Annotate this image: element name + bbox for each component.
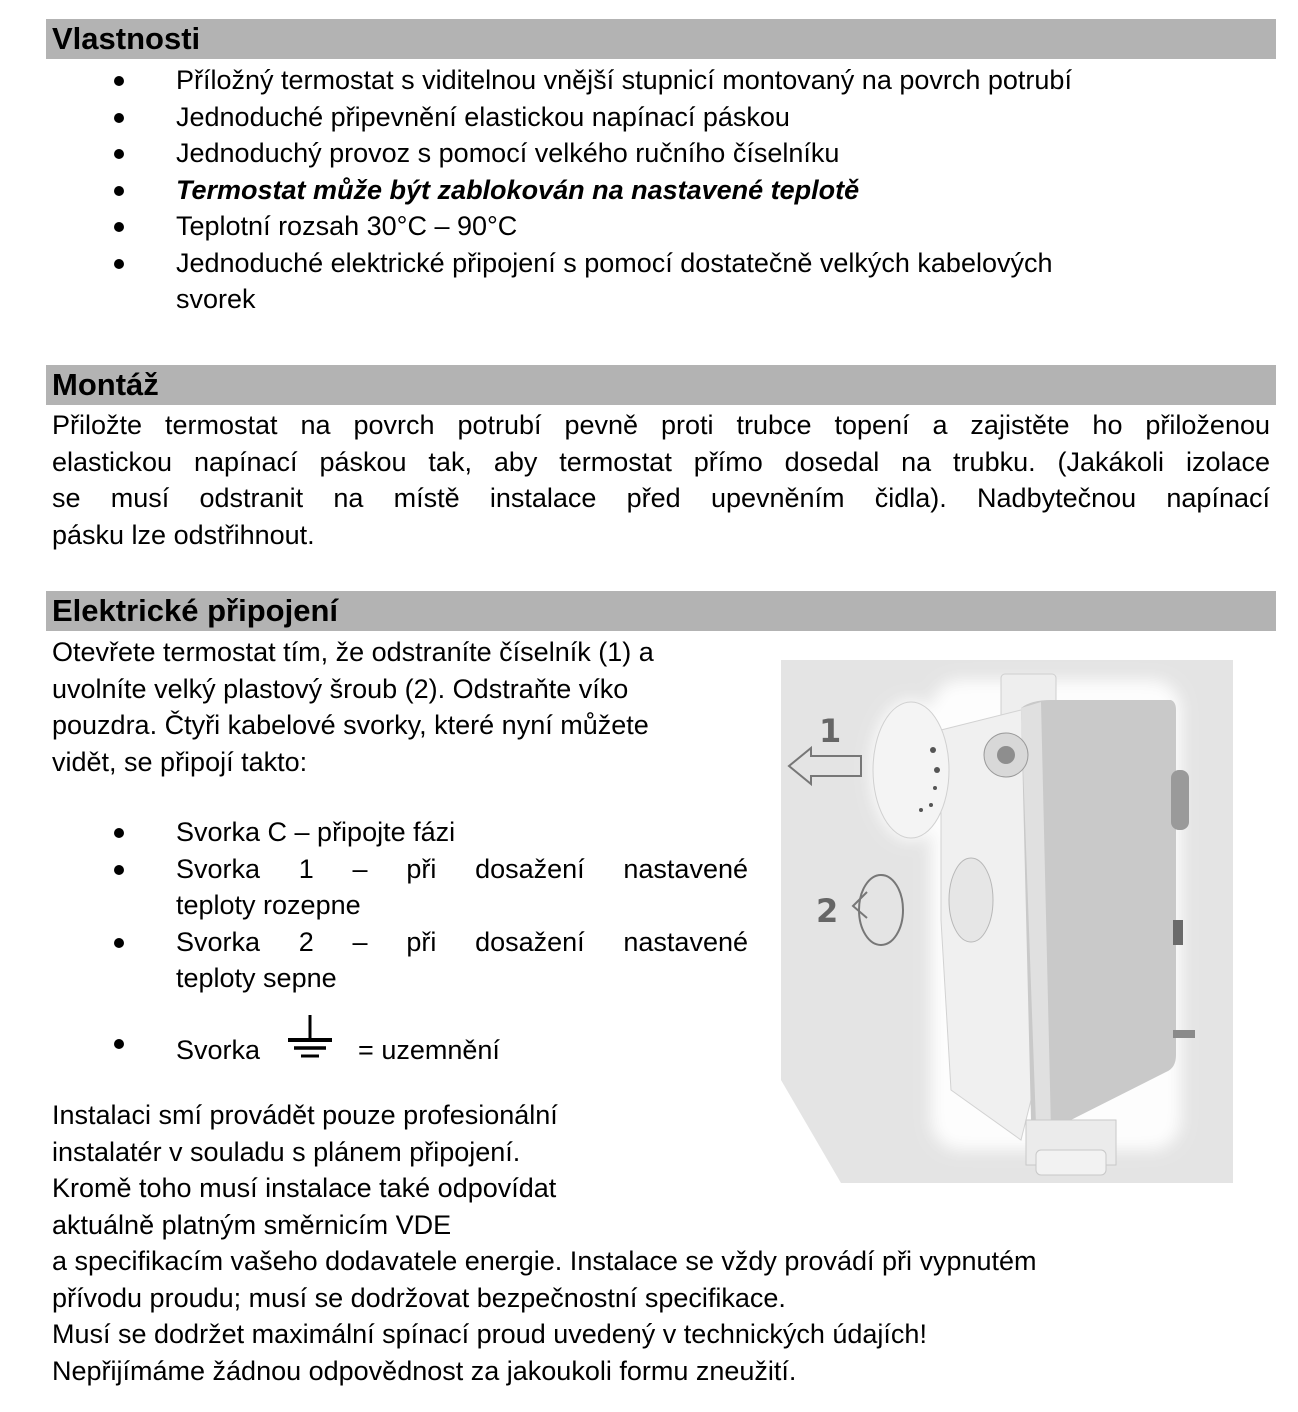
- ground-icon: [284, 1015, 336, 1069]
- elektricke-intro: [52, 634, 654, 780]
- word: nastavené: [623, 926, 748, 957]
- list-item-text: Jednoduché připevnění elastickou napínací páskou: [176, 101, 790, 132]
- terminals-list: [0, 814, 748, 1078]
- montaz-paragraph: [52, 407, 1270, 553]
- list-item-text: Jednoduchý provoz s pomocí velkého ručního číselníku: [176, 138, 840, 168]
- paragraph-line: Nepřijímáme žádnou odpovědnost za jakoukoli formu zneužití.: [52, 1355, 797, 1386]
- section-heading-montaz: Montáž: [46, 365, 1276, 405]
- paragraph-line: elastickou napínací páskou tak, aby termostat přímo dosedal na trubku. (Jakákoli izolace: [52, 446, 1270, 477]
- bullet-icon: [114, 259, 124, 269]
- paragraph-line: vidět, se připojí takto:: [52, 746, 308, 777]
- word: –: [352, 853, 368, 884]
- list-item-terminal-ground: [0, 1025, 748, 1079]
- list-item-terminal-c: [0, 814, 748, 851]
- list-item-text: Jednoduché elektrické připojení s pomocí dostatečně velkých kabelových: [176, 247, 1053, 278]
- thermostat-illustration: [781, 660, 1233, 1183]
- list-item-text: svorek: [176, 284, 256, 314]
- word: dosažení: [475, 853, 585, 884]
- list-item-text: teploty rozepne: [176, 890, 361, 920]
- paragraph-line: pásku lze odstřihnout.: [52, 519, 315, 550]
- list-item-text: [176, 924, 748, 961]
- paragraph-line: Přiložte termostat na povrch potrubí pevně proti trubce topení a zajistěte ho přiloženou: [52, 410, 1270, 440]
- bullet-icon: [114, 1039, 124, 1049]
- bullet-icon: [114, 828, 124, 838]
- bullet-icon: [114, 149, 124, 159]
- paragraph-line: Otevřete termostat tím, že odstraníte číselník (1) a: [52, 637, 654, 667]
- list-item: [0, 62, 1072, 99]
- section-heading-elektricke: Elektrické připojení: [46, 591, 1276, 631]
- list-item: [0, 172, 1072, 209]
- word: –: [352, 926, 368, 957]
- bullet-icon: [114, 186, 124, 196]
- word: Svorka: [176, 853, 261, 884]
- list-item-text: = uzemnění: [358, 1034, 500, 1065]
- paragraph-line: Musí se dodržet maximální spínací proud uvedený v technických údajích!: [52, 1319, 927, 1349]
- paragraph-line: se musí odstranit na místě instalace před upevněním čidla). Nadbytečnou napínací: [52, 483, 1270, 513]
- paragraph-line: a specifikacím vašeho dodavatele energie. Instalace se vždy provádí při vypnutém: [52, 1246, 1037, 1276]
- list-item-text-emphasis: Termostat může být zablokován na nastavené teplotě: [176, 174, 860, 205]
- word: nastavené: [623, 853, 748, 884]
- word: 2: [298, 926, 314, 957]
- svg-text:2: 2: [816, 892, 839, 930]
- paragraph-line: Kromě toho musí instalace také odpovídat: [52, 1173, 557, 1203]
- svg-text:1: 1: [819, 712, 842, 750]
- word: při: [406, 926, 437, 957]
- list-item-terminal-1: [0, 851, 748, 924]
- bullet-icon: [114, 76, 124, 86]
- paragraph-line: uvolníte velký plastový šroub (2). Odstraňte víko: [52, 673, 629, 704]
- word: při: [406, 853, 437, 884]
- list-item-text: [176, 851, 748, 888]
- paragraph-line: Instalaci smí provádět pouze profesionální: [52, 1100, 558, 1130]
- features-list: [0, 62, 1072, 318]
- paragraph-line: pouzdra. Čtyři kabelové svorky, které nyní můžete: [52, 710, 649, 740]
- paragraph-line: aktuálně platným směrnicím VDE: [52, 1209, 452, 1240]
- word: dosažení: [475, 926, 585, 957]
- list-item: [0, 135, 1072, 172]
- word: Svorka: [176, 926, 261, 957]
- list-item: [0, 99, 1072, 136]
- section-heading-vlastnosti: Vlastnosti: [46, 19, 1276, 59]
- list-item: [0, 245, 1072, 318]
- bullet-icon: [114, 938, 124, 948]
- thermostat-figure: [781, 660, 1233, 1183]
- list-item-terminal-2: [0, 924, 748, 997]
- paragraph-line: instalatér v souladu s plánem připojení.: [52, 1136, 521, 1167]
- bullet-icon: [114, 222, 124, 232]
- list-item-text: Svorka C – připojte fázi: [176, 817, 456, 847]
- list-item-text: Příložný termostat s viditelnou vnější stupnicí montovaný na povrch potrubí: [176, 65, 1072, 95]
- bullet-icon: [114, 865, 124, 875]
- word: 1: [298, 853, 314, 884]
- list-item-text: Teplotní rozsah 30°C – 90°C: [176, 211, 518, 241]
- bullet-icon: [114, 113, 124, 123]
- list-item: [0, 208, 1072, 245]
- list-item-text: Svorka: [176, 1034, 261, 1065]
- paragraph-line: přívodu proudu; musí se dodržovat bezpečnostní specifikace.: [52, 1282, 786, 1313]
- list-item-text: teploty sepne: [176, 963, 337, 993]
